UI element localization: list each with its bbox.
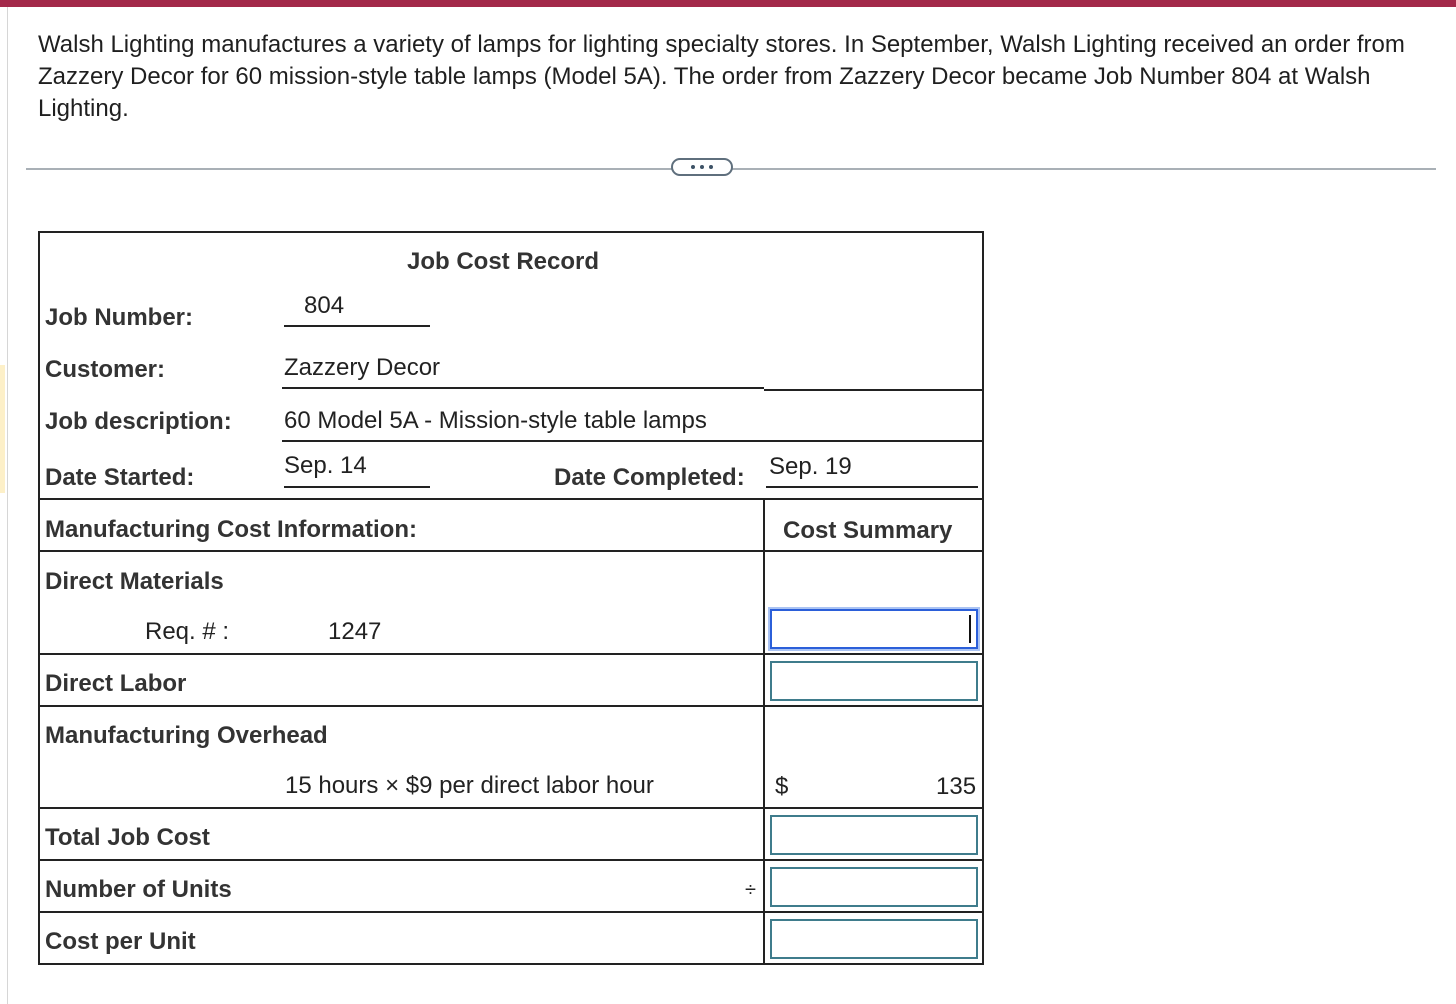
more-button[interactable] bbox=[671, 158, 733, 176]
problem-statement: Walsh Lighting manufactures a variety of lamps for lighting specialty stores. In September, Walsh Lighting received an order from Zazzery Decor for 60 mission-style table lamps (Model 5A). The order from Zazzery Decor became Job Number 804 at Walsh Lighting. bbox=[38, 31, 1405, 122]
rule-overhead bbox=[40, 705, 984, 707]
divide-icon: ÷ bbox=[745, 879, 756, 901]
overhead-label: Manufacturing Overhead bbox=[45, 722, 328, 749]
job-number-underline bbox=[284, 325, 430, 327]
total-job-cost-input[interactable] bbox=[770, 815, 978, 855]
date-completed-value: Sep. 19 bbox=[769, 453, 852, 480]
direct-materials-input[interactable] bbox=[770, 609, 978, 649]
rule-total-job-cost bbox=[40, 807, 984, 809]
number-of-units-input[interactable] bbox=[770, 867, 978, 907]
direct-labor-label: Direct Labor bbox=[45, 670, 187, 697]
date-completed-underline bbox=[766, 486, 978, 488]
req-label: Req. # : bbox=[145, 618, 230, 645]
job-description-label: Job description: bbox=[45, 408, 232, 435]
job-number-label: Job Number: bbox=[45, 304, 194, 331]
cost-summary-column-rule bbox=[763, 498, 765, 964]
top-accent-bar bbox=[0, 0, 1456, 7]
cost-summary-label: Cost Summary bbox=[783, 517, 953, 544]
date-started-label: Date Started: bbox=[45, 464, 195, 491]
record-title: Job Cost Record bbox=[407, 248, 600, 275]
total-job-cost-label: Total Job Cost bbox=[45, 824, 210, 851]
number-of-units-label: Number of Units bbox=[45, 876, 232, 903]
cost-per-unit-label: Cost per Unit bbox=[45, 928, 196, 955]
cost-per-unit-input[interactable] bbox=[770, 919, 978, 959]
overhead-detail: 15 hours × $9 per direct labor hour bbox=[285, 772, 654, 799]
customer-rule-right bbox=[764, 389, 982, 391]
more-horizontal-icon bbox=[691, 165, 695, 169]
direct-materials-label: Direct Materials bbox=[45, 568, 224, 595]
job-number-value: 804 bbox=[304, 292, 345, 319]
job-description-underline bbox=[282, 440, 982, 442]
rule-mfg-info bbox=[40, 498, 984, 500]
rule-number-of-units bbox=[40, 859, 984, 861]
customer-value: Zazzery Decor bbox=[284, 354, 441, 381]
left-border bbox=[7, 7, 8, 1004]
customer-label: Customer: bbox=[45, 356, 166, 383]
overhead-value: 135 bbox=[936, 773, 977, 800]
rule-cost-per-unit bbox=[40, 911, 984, 913]
date-completed-label: Date Completed: bbox=[554, 464, 745, 491]
direct-labor-input[interactable] bbox=[770, 661, 978, 701]
rule-direct-labor bbox=[40, 653, 984, 655]
job-description-value: 60 Model 5A - Mission-style table lamps bbox=[284, 407, 707, 434]
left-highlight-marker bbox=[0, 365, 5, 493]
overhead-currency: $ bbox=[775, 773, 789, 800]
date-started-value: Sep. 14 bbox=[284, 452, 367, 479]
rule-direct-materials bbox=[40, 550, 984, 552]
text-cursor bbox=[969, 615, 971, 643]
req-value: 1247 bbox=[328, 618, 382, 645]
mfg-info-label: Manufacturing Cost Information: bbox=[45, 516, 417, 543]
date-started-underline bbox=[284, 486, 430, 488]
customer-underline bbox=[282, 387, 764, 389]
